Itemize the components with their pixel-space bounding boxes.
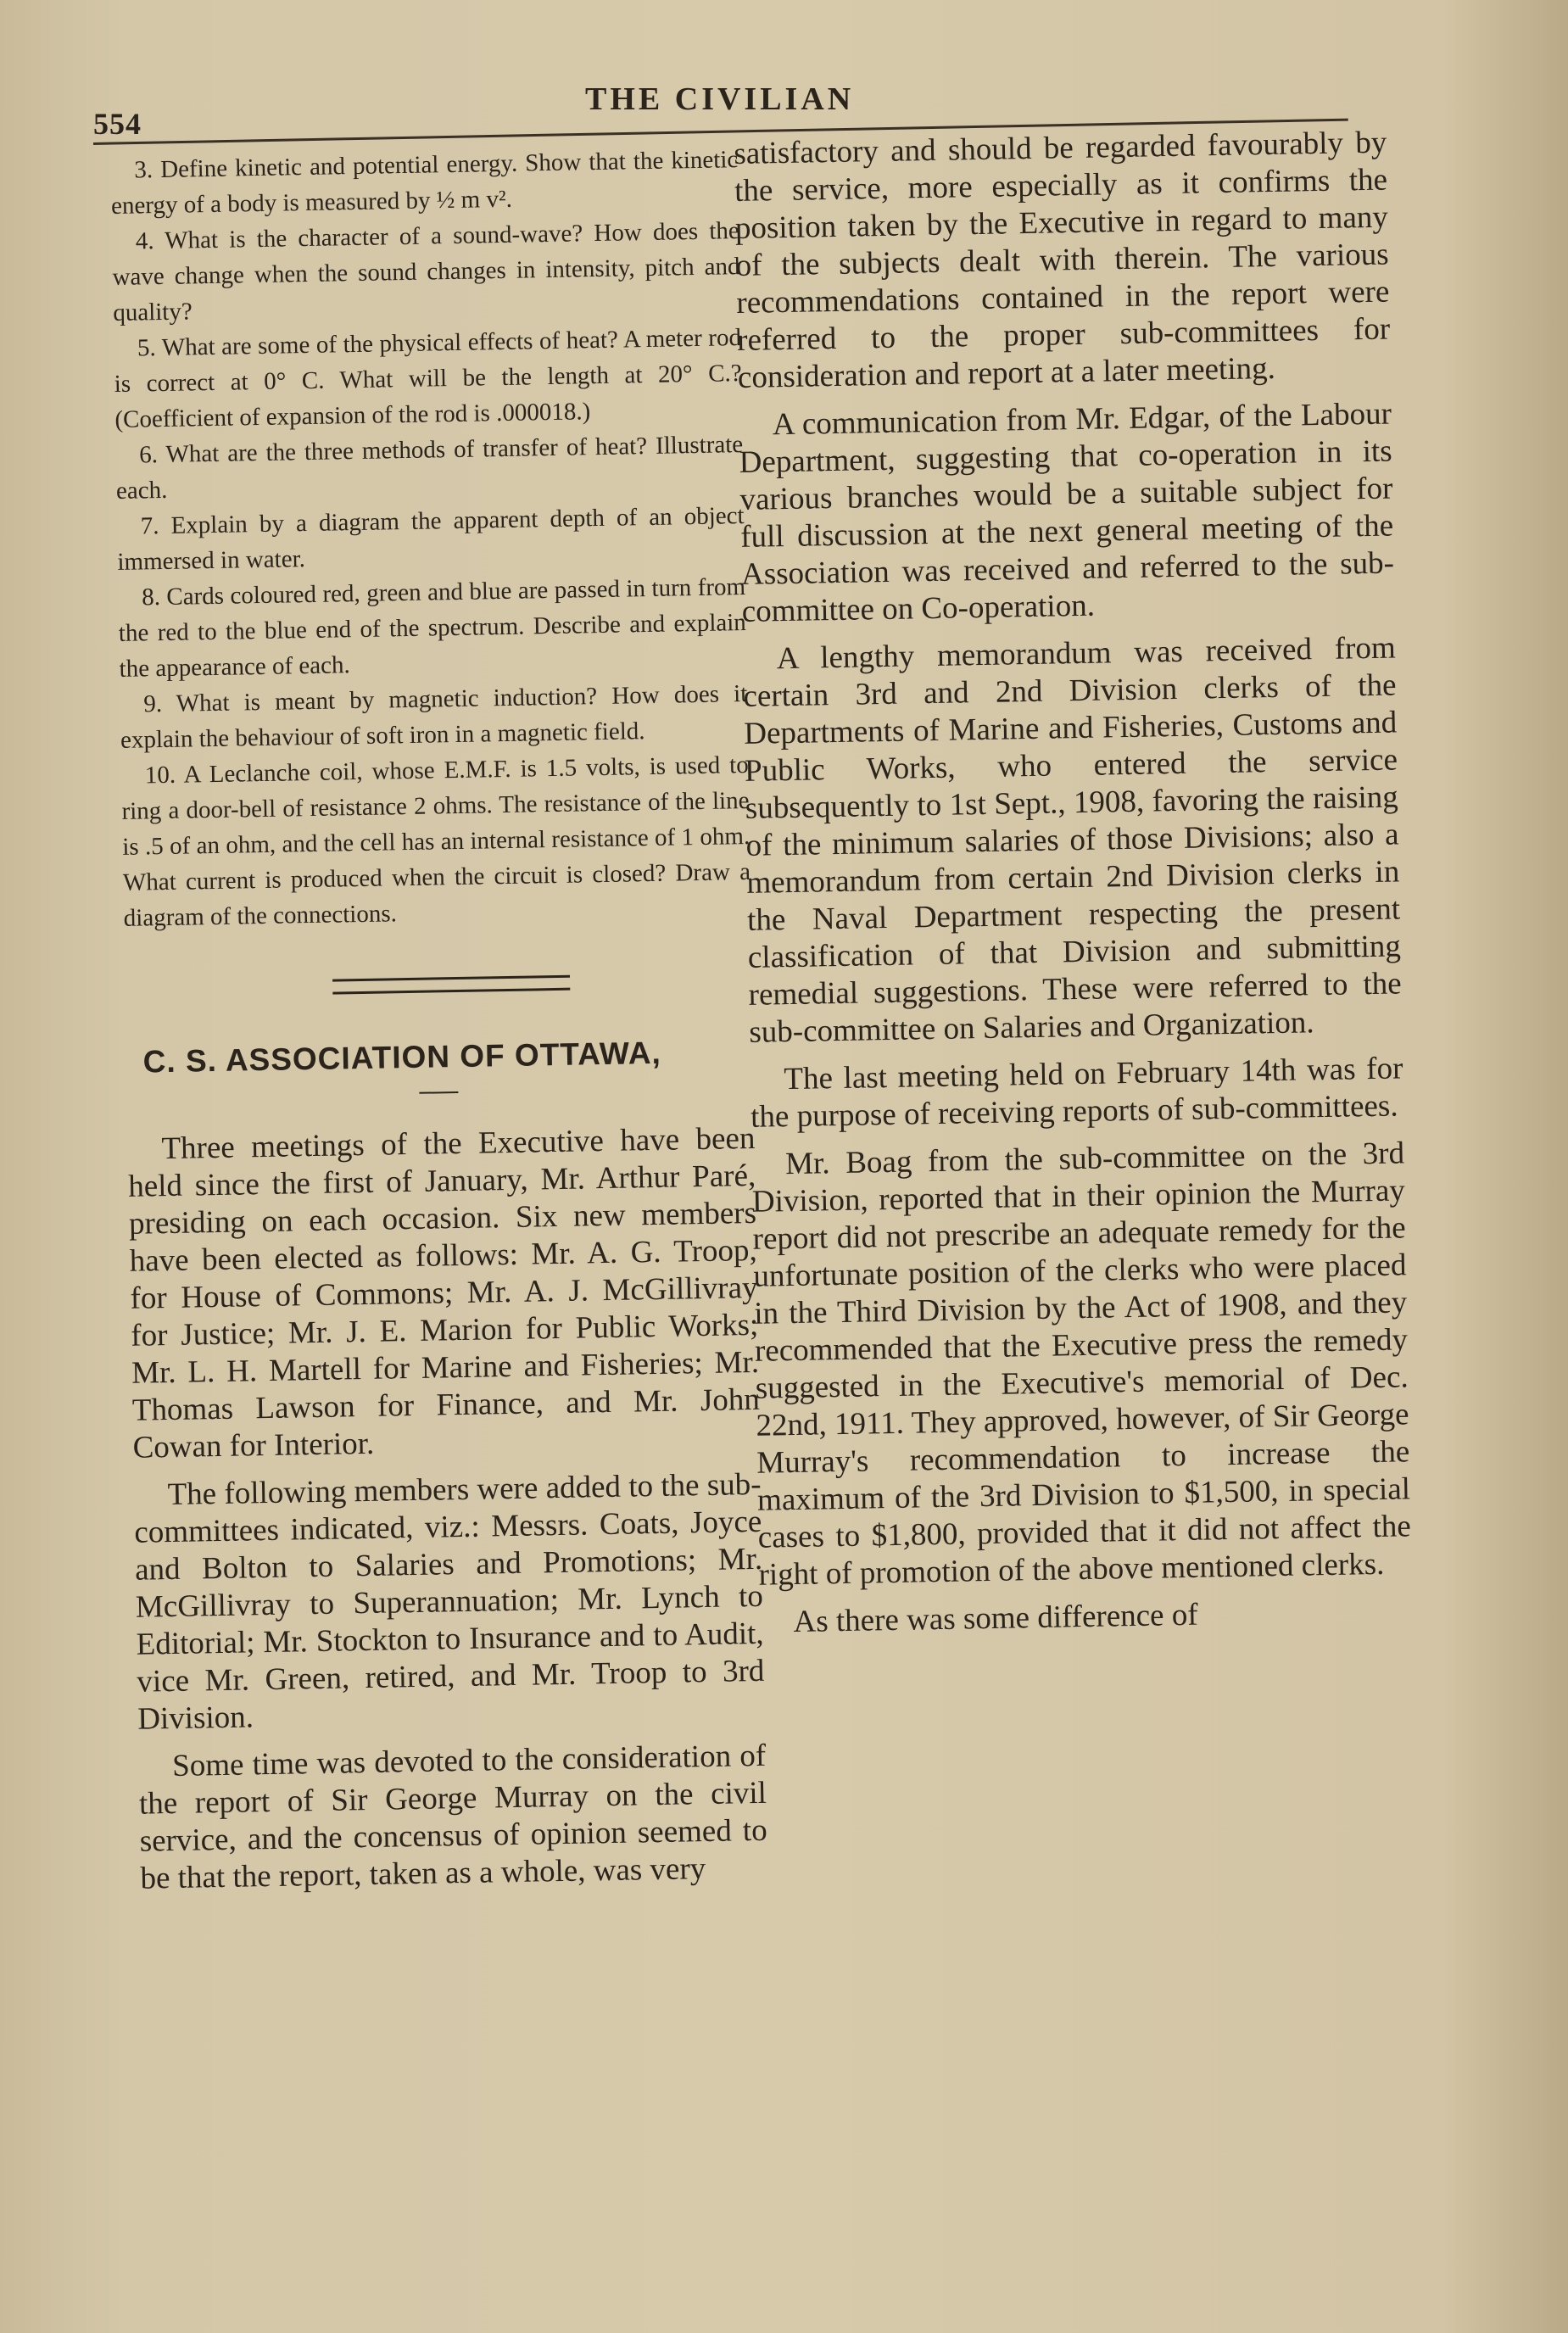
paragraph: As there was some difference of <box>793 1597 1198 1640</box>
journal-title: THE CIVILIAN <box>585 81 855 117</box>
section-divider <box>332 975 570 995</box>
question-6: 6. What are the three methods of transfer of heat? Illustrate each. <box>115 431 744 505</box>
question-8: 8. Cards coloured red, green and blue are passed in turn from the red to the blue end of the spectrum. Describe and explain the appearance of each. <box>118 573 747 683</box>
paragraph: Mr. Boag from the sub-committee on the 3rd Division, reported that in their opinion the Murray report did not prescribe an adequate remedy for the unfortunate position of the clerks who were placed in the Third Division by the Act of 1908, and they recommended that the Executive press the remedy suggested in the Executive's memorial of Dec. 22nd, 1911. They approved, however, of Sir George Murray's recommendation to increase the maximum of the 3rd Division to $1,500, in special cases to $1,800, provided that it did not affect the right of promotion of the above mentioned clerks. <box>751 1136 1412 1593</box>
paragraph: A communication from Mr. Edgar, of the Labour Department, suggesting that co-operation in its various branches would be a suitable subject for full discussion at the next general meeting of the Association was received and referred to the sub-committee on Co-operation. <box>739 396 1395 629</box>
paragraph: A lengthy memorandum was received from certain 3rd and 2nd Division clerks of the Departments of Marine and Fisheries, Customs and Public Works, who entered the service subsequently to 1st Sept., 1908, favoring the raising of the minimum salaries of those Divisions; also a memorandum from certain 2nd Division clerks in the Naval Department respecting the present classification of that Division and submitting remedial suggestions. These were referred to the sub-committee on Salaries and Organization. <box>743 630 1402 1050</box>
left-column <box>110 142 768 1908</box>
question-3: 3. Define kinetic and potential energy. Show that the kinetic energy of a body is measured by ½ m v². <box>110 146 739 220</box>
question-4: 4. What is the character of a sound-wave? How does the wave change when the sound changes in intensity, pitch and quality? <box>112 217 740 327</box>
right-column <box>734 125 1413 1652</box>
paragraph: The last meeting held on February 14th was for the purpose of receiving reports of sub-committees. <box>750 1051 1403 1135</box>
question-9: 9. What is meant by magnetic induction? How does it explain the behaviour of soft iron in a magnetic field. <box>120 679 748 754</box>
page-number: 554 <box>93 107 142 141</box>
article-body-left <box>127 1120 768 1898</box>
paragraph: The following members were added to the sub-committees indicated, viz.: Messrs. Coats, Joyce and Bolton to Salaries and Promotions; Mr. McGillivray to Superannuation; Mr. Lynch to Editorial; Mr. Stockton to Insurance and to Audit, vice Mr. Green, retired, and Mr. Troop to 3rd Division. <box>134 1466 765 1737</box>
question-10: 10. A Leclanche coil, whose E.M.F. is 1.5 volts, is used to ring a door-bell of resistance 2 ohms. The resistance of the line is .5 of an ohm, and the cell has an internal resistance of 1 ohm. What current is produced when the circuit is closed? Draw a diagram of the connections. <box>121 751 751 932</box>
question-7: 7. Explain by a diagram the apparent depth of an object immersed in water. <box>117 502 745 576</box>
article-title: C. S. ASSOCIATION OF OTTAWA, <box>142 1035 662 1080</box>
article-body-right <box>734 125 1413 1642</box>
question-5: 5. What are some of the physical effects of heat? A meter rod is correct at 0° C. What will be the length at 20° C.? (Coefficient of expansion of the rod is .000018.) <box>114 324 742 433</box>
paragraph: Some time was devoted to the consideration of the report of Sir George Murray on the civil service, and the concensus of opinion seemed to be that the report, taken as a whole, was very <box>138 1738 768 1896</box>
paragraph: Three meetings of the Executive have been held since the first of January, Mr. Arthur Paré, presiding on each occasion. Six new members have been elected as follows: Mr. A. G. Troop, for House of Commons; Mr. A. J. McGillivray for Justice; Mr. J. E. Marion for Public Works; Mr. L. H. Martell for Marine and Fisheries; Mr. Thomas Lawson for Finance, and Mr. John Cowan for Interior. <box>127 1120 761 1465</box>
title-rule <box>419 1091 458 1094</box>
paragraph: satisfactory and should be regarded favourably by the service, more especially as it confirms the position taken by the Executive in regard to many of the subjects dealt with therein. The various recommendations contained in the report were referred to the proper sub-committees for consideration and report at a later meeting. <box>734 125 1391 395</box>
exam-questions <box>110 142 751 936</box>
